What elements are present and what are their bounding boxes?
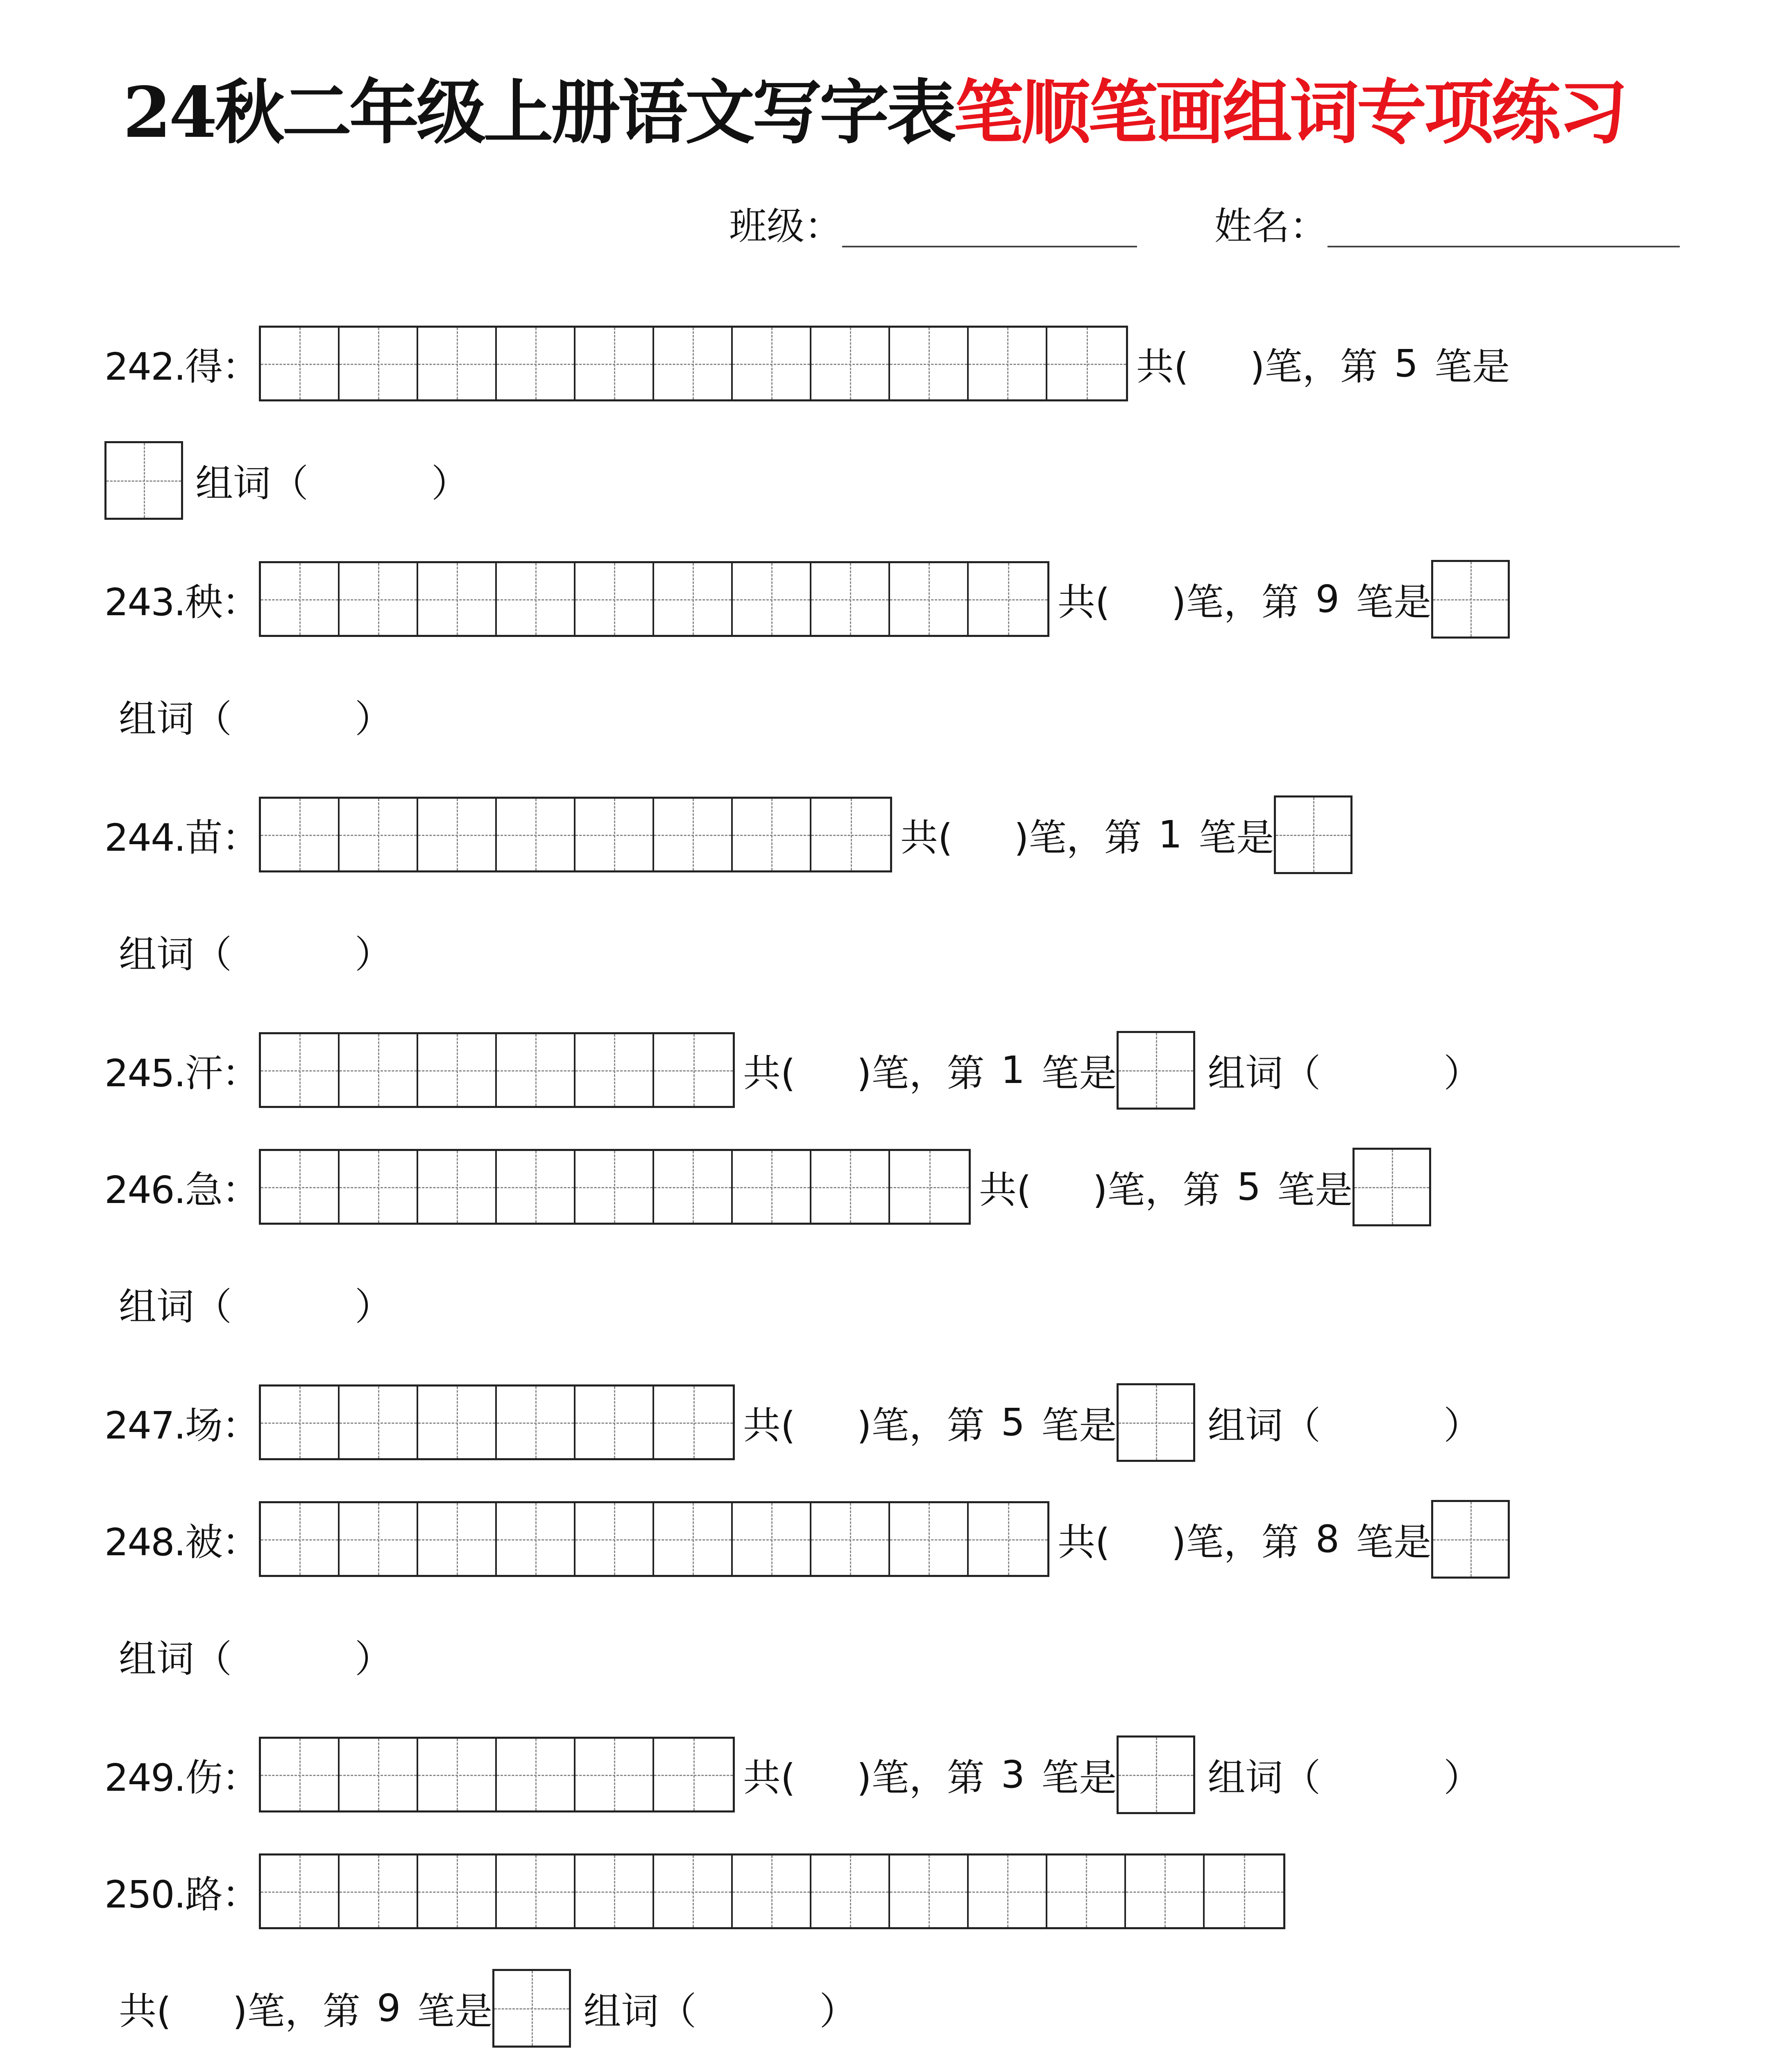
stroke-cell[interactable] (890, 563, 969, 635)
stroke-cell[interactable] (969, 1503, 1047, 1575)
stroke-cell[interactable] (340, 1855, 418, 1927)
stroke-number: 1 (1158, 813, 1183, 856)
word-close: ） (355, 697, 393, 741)
stroke-label: )笔，第 (856, 1756, 985, 1800)
stroke-cell[interactable] (575, 1034, 654, 1106)
stroke-number: 5 (1001, 1400, 1025, 1444)
stroke-cell[interactable] (733, 1503, 811, 1575)
exercise-line (119, 676, 392, 756)
stroke-grid (259, 1501, 1049, 1577)
stroke-label: )笔，第 (1171, 580, 1299, 624)
stroke-label: )笔，第 (1171, 1520, 1299, 1564)
stroke-cell[interactable] (1205, 1855, 1283, 1927)
stroke-cell[interactable] (733, 563, 811, 635)
total-label: 共( (900, 816, 953, 860)
stroke-cell[interactable] (340, 1386, 418, 1458)
item-label: 248.被： (104, 1520, 259, 1564)
stroke-label: )笔，第 (1092, 1168, 1221, 1212)
answer-box[interactable] (1352, 1148, 1431, 1226)
stroke-cell[interactable] (261, 1034, 340, 1106)
stroke-cell[interactable] (261, 563, 340, 635)
stroke-cell[interactable] (418, 1739, 497, 1810)
stroke-cell[interactable] (340, 328, 418, 399)
total-label: 共( (743, 1756, 795, 1800)
word-label: 组词（ (1208, 1051, 1321, 1095)
stroke-cell[interactable] (811, 328, 890, 399)
stroke-is-label: 笔是 (1041, 1403, 1117, 1448)
item-label: 242.得： (104, 344, 259, 389)
stroke-label: )笔，第 (1250, 344, 1378, 389)
word-label: 组词（ (119, 932, 232, 976)
stroke-cell[interactable] (654, 1855, 733, 1927)
exercise-line (119, 1968, 857, 2048)
stroke-cell[interactable] (418, 1151, 497, 1223)
stroke-cell[interactable] (340, 799, 418, 870)
stroke-cell[interactable] (497, 1503, 575, 1575)
stroke-is-label: 笔是 (1434, 344, 1510, 389)
stroke-cell[interactable] (575, 1855, 654, 1927)
stroke-grid (259, 561, 1049, 637)
item-label: 243.秧： (104, 580, 259, 624)
stroke-cell[interactable] (418, 563, 497, 635)
stroke-cell[interactable] (340, 1503, 418, 1575)
stroke-cell[interactable] (890, 1503, 969, 1575)
stroke-number: 8 (1315, 1517, 1340, 1561)
stroke-cell[interactable] (261, 1151, 340, 1223)
stroke-cell[interactable] (497, 563, 575, 635)
stroke-number: 9 (1315, 577, 1340, 621)
stroke-cell[interactable] (261, 1503, 340, 1575)
stroke-grid (259, 1032, 735, 1108)
stroke-cell[interactable] (1126, 1855, 1205, 1927)
word-label: 组词（ (195, 461, 309, 505)
stroke-is-label: 笔是 (1198, 816, 1274, 860)
total-label: 共( (119, 1989, 171, 2033)
stroke-is-label: 笔是 (1277, 1168, 1353, 1212)
stroke-cell[interactable] (261, 1855, 340, 1927)
stroke-number: 5 (1237, 1165, 1261, 1209)
stroke-cell[interactable] (811, 1151, 890, 1223)
stroke-cell[interactable] (418, 1386, 497, 1458)
exercise-line (104, 1851, 1294, 1931)
total-label: 共( (743, 1051, 795, 1095)
exercise-line (104, 324, 1510, 403)
stroke-grid (259, 326, 1128, 401)
word-close: ） (431, 461, 469, 505)
stroke-cell[interactable] (418, 799, 497, 870)
stroke-cell[interactable] (733, 328, 811, 399)
exercise-line (104, 1499, 1510, 1579)
stroke-cell[interactable] (418, 328, 497, 399)
word-close: ） (355, 1285, 393, 1329)
total-label: 共( (1136, 344, 1189, 389)
stroke-cell[interactable] (811, 1503, 890, 1575)
stroke-is-label: 笔是 (1356, 1520, 1432, 1564)
stroke-number: 9 (376, 1986, 401, 2030)
stroke-is-label: 笔是 (1041, 1051, 1117, 1095)
stroke-number: 1 (1001, 1048, 1025, 1092)
stroke-cell[interactable] (969, 563, 1047, 635)
stroke-cell[interactable] (969, 328, 1047, 399)
stroke-cell[interactable] (261, 799, 340, 870)
item-label: 247.场： (104, 1403, 259, 1448)
stroke-cell[interactable] (497, 1855, 575, 1927)
stroke-cell[interactable] (811, 799, 890, 870)
answer-box[interactable] (104, 441, 183, 520)
stroke-number: 3 (1001, 1753, 1025, 1797)
answer-box[interactable] (1117, 1383, 1195, 1462)
stroke-cell[interactable] (890, 1151, 969, 1223)
stroke-label: )笔，第 (856, 1403, 985, 1448)
stroke-cell[interactable] (497, 328, 575, 399)
word-close: ） (1443, 1403, 1482, 1448)
stroke-cell[interactable] (575, 799, 654, 870)
stroke-cell[interactable] (575, 1386, 654, 1458)
stroke-cell[interactable] (654, 1386, 733, 1458)
stroke-cell[interactable] (811, 1855, 890, 1927)
stroke-cell[interactable] (418, 1034, 497, 1106)
word-close: ） (1443, 1051, 1482, 1095)
stroke-cell[interactable] (261, 1739, 340, 1810)
exercise-line (104, 1147, 1431, 1227)
stroke-cell[interactable] (733, 1151, 811, 1223)
answer-box[interactable] (1117, 1031, 1195, 1110)
stroke-number: 5 (1394, 342, 1418, 385)
stroke-label: )笔，第 (856, 1051, 985, 1095)
stroke-cell[interactable] (575, 563, 654, 635)
stroke-cell[interactable] (1047, 328, 1126, 399)
word-close: ） (1443, 1756, 1482, 1800)
item-label: 249.伤： (104, 1756, 259, 1800)
stroke-grid (259, 1384, 735, 1460)
stroke-cell[interactable] (497, 1739, 575, 1810)
exercise-line (119, 1616, 392, 1696)
stroke-grid (259, 1149, 971, 1225)
item-label: 246.急： (104, 1168, 259, 1212)
word-close: ） (355, 1637, 393, 1681)
stroke-grid (259, 1853, 1285, 1929)
exercise-line (104, 1735, 1481, 1815)
stroke-grid (259, 1737, 735, 1812)
stroke-grid (259, 797, 892, 872)
stroke-cell[interactable] (340, 1739, 418, 1810)
page-title (123, 72, 1626, 154)
item-label: 250.路： (104, 1872, 259, 1917)
total-label: 共( (1057, 1520, 1110, 1564)
stroke-cell[interactable] (654, 1739, 733, 1810)
stroke-cell[interactable] (497, 799, 575, 870)
stroke-cell[interactable] (497, 1386, 575, 1458)
stroke-label: )笔，第 (232, 1989, 360, 2033)
word-label: 组词（ (119, 697, 232, 741)
stroke-cell[interactable] (418, 1855, 497, 1927)
stroke-cell[interactable] (654, 328, 733, 399)
stroke-cell[interactable] (733, 1855, 811, 1927)
exercise-line (104, 1030, 1481, 1110)
answer-box[interactable] (492, 1969, 571, 2048)
class-field[interactable] (842, 203, 1137, 247)
total-label: 共( (979, 1168, 1031, 1212)
total-label: 共( (1057, 580, 1110, 624)
stroke-is-label: 笔是 (1356, 580, 1432, 624)
stroke-cell[interactable] (575, 328, 654, 399)
stroke-cell[interactable] (340, 1034, 418, 1106)
name-field[interactable] (1328, 203, 1680, 247)
exercise-line (104, 795, 1352, 874)
exercise-line (104, 440, 469, 520)
stroke-cell[interactable] (969, 1855, 1047, 1927)
stroke-cell[interactable] (654, 563, 733, 635)
word-label: 组词（ (1208, 1403, 1321, 1448)
stroke-cell[interactable] (654, 799, 733, 870)
stroke-cell[interactable] (654, 1151, 733, 1223)
stroke-cell[interactable] (575, 1151, 654, 1223)
exercise-line (104, 1382, 1481, 1462)
word-label: 组词（ (583, 1989, 697, 2033)
item-label: 245.汗： (104, 1051, 259, 1095)
stroke-cell[interactable] (811, 563, 890, 635)
student-info (729, 203, 1680, 247)
stroke-is-label: 笔是 (417, 1989, 493, 2033)
stroke-cell[interactable] (575, 1739, 654, 1810)
answer-box[interactable] (1117, 1735, 1195, 1814)
title-main: 24秋二年级上册语文写字表 (123, 72, 954, 154)
exercise-line (119, 1264, 392, 1343)
stroke-cell[interactable] (261, 328, 340, 399)
stroke-cell[interactable] (654, 1503, 733, 1575)
exercise-line (119, 911, 392, 991)
word-close: ） (819, 1989, 857, 2033)
stroke-cell[interactable] (418, 1503, 497, 1575)
stroke-cell[interactable] (497, 1151, 575, 1223)
name-label: 姓名： (1214, 204, 1328, 248)
stroke-cell[interactable] (654, 1034, 733, 1106)
item-label: 244.苗： (104, 816, 259, 860)
total-label: 共( (743, 1403, 795, 1448)
stroke-is-label: 笔是 (1041, 1756, 1117, 1800)
stroke-cell[interactable] (340, 563, 418, 635)
stroke-cell[interactable] (340, 1151, 418, 1223)
stroke-cell[interactable] (890, 1855, 969, 1927)
answer-box[interactable] (1431, 560, 1510, 639)
title-highlight: 笔顺笔画组词专项练习 (954, 72, 1626, 154)
stroke-cell[interactable] (261, 1386, 340, 1458)
stroke-cell[interactable] (575, 1503, 654, 1575)
stroke-cell[interactable] (497, 1034, 575, 1106)
answer-box[interactable] (1431, 1500, 1510, 1579)
word-label: 组词（ (119, 1285, 232, 1329)
word-label: 组词（ (1208, 1756, 1321, 1800)
word-close: ） (355, 932, 393, 976)
answer-box[interactable] (1274, 795, 1352, 874)
exercise-line (104, 559, 1510, 639)
word-label: 组词（ (119, 1637, 232, 1681)
stroke-cell[interactable] (890, 328, 969, 399)
stroke-cell[interactable] (733, 799, 811, 870)
stroke-label: )笔，第 (1014, 816, 1142, 860)
class-label: 班级： (729, 204, 843, 248)
stroke-cell[interactable] (1047, 1855, 1126, 1927)
